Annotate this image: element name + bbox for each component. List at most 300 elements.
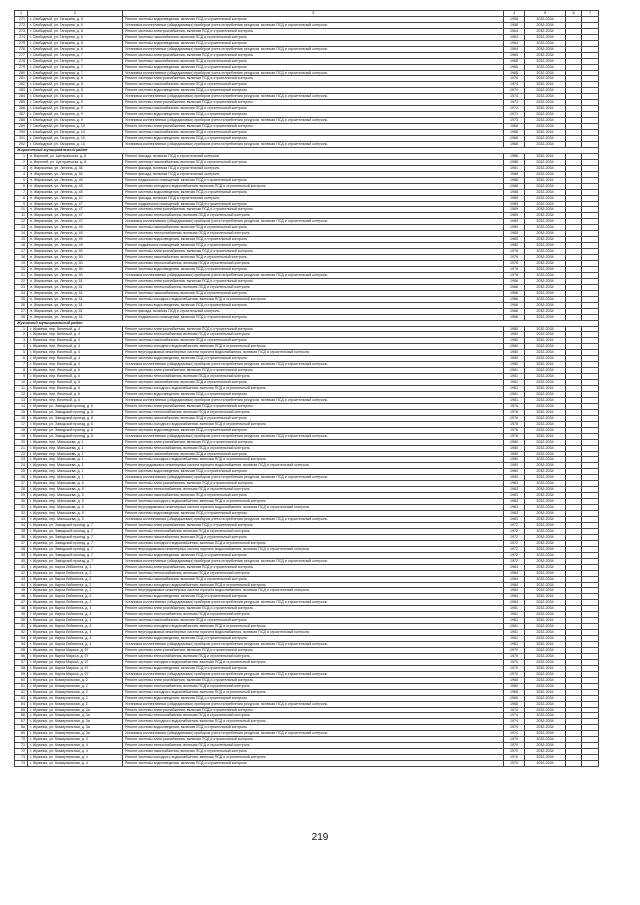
address-cell: г. Жукинка, ул. Карла Либкнехта, д. 2 — [28, 594, 123, 600]
address-cell: г. Свободный, ул. Гагарина, д. 6 — [28, 34, 123, 40]
work-type-cell: Ремонт внутридомовых инженерных систем горячего водоснабжения, включая ПСД и строительный контроль — [123, 546, 504, 552]
work-type-cell: Ремонт системы электроснабжения, включая ПСД и строительный контроль — [123, 368, 504, 374]
address-cell: п. Жирякинка, ул. Ленина, д. 50 — [28, 261, 123, 267]
work-type-cell: Ремонт системы водоотведения, включая ПСД и строительный контроль — [123, 16, 504, 22]
repair-period-cell: 2032-2034 — [525, 171, 566, 177]
build-year-cell: 1980 — [504, 332, 525, 338]
repair-period-cell: 2032-2034 — [525, 231, 566, 237]
row-number: 26 — [15, 475, 28, 481]
repair-period-cell: 2032-2034 — [525, 511, 566, 517]
row-number: 26 — [15, 302, 28, 308]
address-cell: г. Жукинка, пер. Малышева, д. 5 — [28, 481, 123, 487]
build-year-cell: 1976 — [504, 415, 525, 421]
work-type-cell: Ремонт системы водоотведения, включая ПСД и строительный контроль — [123, 636, 504, 642]
repair-period-cell: 2032-2034 — [525, 695, 566, 701]
row-number: 10 — [15, 380, 28, 386]
address-cell: г. Жукинка, пер. Веселый, д. 6 — [28, 397, 123, 403]
work-type-cell: Установка коллективных (общедомовых) приборов учета потребления ресурсов, включая ПСД и строительный контроль — [123, 642, 504, 648]
repair-period-cell: 2032-2034 — [525, 403, 566, 409]
address-cell: г. Жукинка, ул. Заводской проезд, д. 6 — [28, 433, 123, 439]
work-type-cell: Ремонт внутридомовых инженерных систем горячего водоснабжения, включая ПСД и строительный контроль — [123, 505, 504, 511]
row-number: 64 — [15, 701, 28, 707]
work-type-cell: Ремонт системы холодного водоснабжения, включая ПСД и строительный контроль — [123, 457, 504, 463]
work-type-cell: Ремонт системы газоснабжения, включая ПСД и строительный контроль — [123, 415, 504, 421]
repair-period-cell: 2032-2034 — [525, 40, 566, 46]
address-cell: п. Жирякинка, ул. Ленина, д. 50 — [28, 249, 123, 255]
build-year-cell: 1965 — [504, 64, 525, 70]
build-year-cell: 1989 — [504, 201, 525, 207]
table-row — [15, 761, 599, 767]
build-year-cell: 1984 — [504, 600, 525, 606]
build-year-cell: 1972 — [504, 558, 525, 564]
build-year-cell: 1970 — [504, 737, 525, 743]
repair-period-cell: 2032-2034 — [525, 124, 566, 130]
address-cell: г. Жукинка, ул. Коммунальная, д. 4 — [28, 737, 123, 743]
row-number: 61 — [15, 683, 28, 689]
repair-period-cell: 2032-2034 — [525, 219, 566, 225]
repair-period-cell: 2032-2034 — [525, 630, 566, 636]
row-number: 46 — [15, 594, 28, 600]
address-cell: г. Жукинка, ул. Карла Либкнехта, д. 2 — [28, 570, 123, 576]
work-type-cell: Ремонт системы теплоснабжения, включая ПСД и строительный контроль — [123, 409, 504, 415]
work-type-cell: Ремонт системы теплоснабжения, включая ПСД и строительный контроль — [123, 231, 504, 237]
address-cell: г. Жукинка, ул. Карла Маркса, д. 97 — [28, 659, 123, 665]
repair-period-cell: 2032-2034 — [525, 761, 566, 767]
row-number: 67 — [15, 719, 28, 725]
row-number: 52 — [15, 630, 28, 636]
address-cell: г. Жукинка, ул. Заводской проезд, д. 7 — [28, 540, 123, 546]
repair-period-cell: 2032-2034 — [525, 332, 566, 338]
row-number: 279 — [15, 64, 28, 70]
build-year-cell: 1974 — [504, 82, 525, 88]
work-type-cell: Ремонт системы газоснабжения, включая ПСД и строительный контроль — [123, 106, 504, 112]
work-type-cell: Ремонт системы водоотведения, включая ПСД и строительный контроль — [123, 594, 504, 600]
work-type-cell: Ремонт системы теплоснабжения, включая ПСД и строительный контроль — [123, 713, 504, 719]
repair-period-cell: 2032-2034 — [525, 58, 566, 64]
address-cell: п. Жирякинка, ул. Ленина, д. 50 — [28, 266, 123, 272]
work-type-cell: Установка коллективных (общедомовых) приборов учета потребления ресурсов, включая ПСД и строительный контроль — [123, 141, 504, 147]
address-cell: г. Жукинка, ул. Заводской проезд, д. 6 — [28, 427, 123, 433]
work-type-cell: Ремонт системы водоотведения, включая ПСД и строительный контроль — [123, 112, 504, 118]
address-cell: г. Жукинка, пер. Веселый, д. 4 — [28, 338, 123, 344]
section-title: Жирякинский муниципальный район — [15, 147, 599, 153]
build-year-cell: 1970 — [504, 761, 525, 767]
build-year-cell: 1970 — [504, 665, 525, 671]
build-year-cell: 1986 — [504, 290, 525, 296]
build-year-cell: 1983 — [504, 499, 525, 505]
address-cell: г. Свободный, ул. Гагарина, д. 5 — [28, 22, 123, 28]
row-number: 2 — [15, 332, 28, 338]
row-number: 3 — [15, 165, 28, 171]
row-number: 11 — [15, 386, 28, 392]
work-type-cell: Ремонт системы газоснабжения, включая ПСД и строительный контроль — [123, 130, 504, 136]
address-cell: г. Жукинка, пер. Малышева, д. 5 — [28, 487, 123, 493]
row-number: 272 — [15, 22, 28, 28]
build-year-cell: 1981 — [504, 380, 525, 386]
row-number: 63 — [15, 695, 28, 701]
address-cell: г. Свободный, ул. Гагарина, д. 10 — [28, 130, 123, 136]
work-type-cell: Ремонт системы электроснабжения, включая ПСД и строительный контроль — [123, 647, 504, 653]
build-year-cell: 1970 — [504, 755, 525, 761]
build-year-cell: 1968 — [504, 141, 525, 147]
work-type-cell: Установка коллективных (общедомовых) приборов учета потребления ресурсов, включая ПСД и строительный контроль — [123, 94, 504, 100]
build-year-cell: 1984 — [504, 570, 525, 576]
work-type-cell: Ремонт системы водоотведения, включая ПСД и строительный контроль — [123, 552, 504, 558]
repair-period-cell: 2032-2034 — [525, 475, 566, 481]
address-cell: п. Жирякинка, ул. Ленина, д. 47 — [28, 207, 123, 213]
address-cell: г. Жукинка, ул. Карла Маркса, д. 97 — [28, 647, 123, 653]
address-cell: г. Свободный, ул. Гагарина, д. 9 — [28, 118, 123, 124]
row-number: 8 — [15, 368, 28, 374]
repair-period-cell: 2032-2034 — [525, 130, 566, 136]
work-type-cell: Ремонт системы холодного водоснабжения, включая ПСД и строительный контроль — [123, 582, 504, 588]
address-cell: г. Жукинка, пер. Веселый, д. 6 — [28, 368, 123, 374]
build-year-cell: 1970 — [504, 647, 525, 653]
row-number: 21 — [15, 445, 28, 451]
build-year-cell: 1973 — [504, 118, 525, 124]
work-type-cell: Ремонт системы газоснабжения, включая ПСД и строительный контроль — [123, 576, 504, 582]
address-cell: г. Жукинка, ул. Карла Либкнехта, д. 2 — [28, 576, 123, 582]
build-year-cell: 1970 — [504, 671, 525, 677]
build-year-cell: 1980 — [504, 457, 525, 463]
address-cell: п. Жирякинка, ул. Ленина, д. 47 — [28, 213, 123, 219]
build-year-cell: 1980 — [504, 338, 525, 344]
address-cell: г. Жукинка, пер. Веселый, д. 6 — [28, 374, 123, 380]
repair-period-cell: 2032-2034 — [525, 594, 566, 600]
row-number: 37 — [15, 540, 28, 546]
build-year-cell: 1981 — [504, 606, 525, 612]
address-cell: г. Жукинка, ул. Коммунальная, д. 4 — [28, 749, 123, 755]
work-type-cell: Установка коллективных (общедомовых) приборов учета потребления ресурсов, включая ПСД и строительный контроль — [123, 397, 504, 403]
address-cell: г. Жукинка, пер. Малышева, д. 5 — [28, 511, 123, 517]
row-number: 9 — [15, 374, 28, 380]
work-type-cell: Установка коллективных (общедомовых) приборов учета потребления ресурсов, включая ПСД и строительный контроль — [123, 22, 504, 28]
address-cell: г. Жукинка, ул. Карла Либкнехта, д. 4 — [28, 630, 123, 636]
row-number: 38 — [15, 546, 28, 552]
repair-period-cell: 2032-2034 — [525, 719, 566, 725]
address-cell: г. Жукинка, ул. Заводской проезд, д. 7 — [28, 546, 123, 552]
work-type-cell: Ремонт системы теплоснабжения, включая ПСД и строительный контроль — [123, 653, 504, 659]
repair-period-cell: 2032-2034 — [525, 362, 566, 368]
work-type-cell: Ремонт системы теплоснабжения, включая ПСД и строительный контроль — [123, 570, 504, 576]
build-year-cell: 1985 — [504, 243, 525, 249]
address-cell: г. Свободный, ул. Гагарина, д. 7 — [28, 64, 123, 70]
empty-cell — [582, 761, 599, 767]
address-cell: г. Жукинка, ул. Коммунальная, д. 3а — [28, 719, 123, 725]
build-year-cell: 1988 — [504, 171, 525, 177]
address-cell: г. Свободный, ул. Гагарина, д. 9 — [28, 112, 123, 118]
build-year-cell: 1989 — [504, 219, 525, 225]
build-year-cell: 1988 — [504, 183, 525, 189]
build-year-cell: 1972 — [504, 552, 525, 558]
address-cell: п. Жирякинка, ул. Ленина, д. 51 — [28, 314, 123, 320]
repair-period-cell: 2032-2034 — [525, 433, 566, 439]
address-cell: г. Жукинка, ул. Заводской проезд, д. 7 — [28, 528, 123, 534]
row-number: 57 — [15, 659, 28, 665]
repair-period-cell: 2032-2034 — [525, 755, 566, 761]
work-type-cell: Ремонт системы водоотведения, включая ПСД и строительный контроль — [123, 761, 504, 767]
address-cell: г. Жукинка, ул. Карла Маркса, д. 97 — [28, 653, 123, 659]
address-cell: г. Жукинка, ул. Карла Маркса, д. 97 — [28, 665, 123, 671]
work-type-cell: Ремонт системы холодного водоснабжения, включая ПСД и строительный контроль — [123, 386, 504, 392]
repair-period-cell: 2032-2034 — [525, 582, 566, 588]
row-number: 33 — [15, 517, 28, 523]
repair-period-cell: 2032-2034 — [525, 421, 566, 427]
work-type-cell: Ремонт системы водоотведения, включая ПСД и строительный контроль — [123, 725, 504, 731]
address-cell: п. Жирякинка, ул. Ленина, д. 51 — [28, 308, 123, 314]
build-year-cell: 1972 — [504, 546, 525, 552]
row-number: 66 — [15, 713, 28, 719]
address-cell: г. Свободный, ул. Гагарина, д. 6 — [28, 46, 123, 52]
build-year-cell: 1974 — [504, 731, 525, 737]
row-number: 6 — [15, 183, 28, 189]
repair-period-cell: 2032-2034 — [525, 552, 566, 558]
build-year-cell: 1989 — [504, 207, 525, 213]
work-type-cell: Ремонт системы холодного водоснабжения, включая ПСД и строительный контроль — [123, 421, 504, 427]
address-cell: г. Жукинка, ул. Коммунальная, д. 2 — [28, 695, 123, 701]
build-year-cell: 1968 — [504, 130, 525, 136]
repair-period-cell: 2032-2034 — [525, 16, 566, 22]
work-type-cell: Ремонт системы холодного водоснабжения, включая ПСД и строительный контроль — [123, 719, 504, 725]
work-type-cell: Ремонт системы электроснабжения, включая ПСД и строительный контроль — [123, 326, 504, 332]
row-number: 47 — [15, 600, 28, 606]
build-year-cell: 1983 — [504, 511, 525, 517]
build-year-cell: 1981 — [504, 368, 525, 374]
repair-period-cell: 2032-2034 — [525, 439, 566, 445]
repair-period-cell: 2032-2034 — [525, 522, 566, 528]
repair-period-cell: 2032-2034 — [525, 463, 566, 469]
work-type-cell: Ремонт системы холодного водоснабжения, включая ПСД и строительный контроль — [123, 540, 504, 546]
row-number: 23 — [15, 457, 28, 463]
build-year-cell: 1980 — [504, 344, 525, 350]
build-year-cell: 1980 — [504, 445, 525, 451]
repair-period-cell: 2032-2034 — [525, 558, 566, 564]
section-title: Жукинский муниципальный район — [15, 320, 599, 326]
address-cell: п. Жирякинка, ул. Ленина, д. 49 — [28, 231, 123, 237]
address-cell: г. Жукинка, ул. Коммунальная, д. 2 — [28, 689, 123, 695]
row-number: 281 — [15, 76, 28, 82]
repair-period-cell: 2032-2034 — [525, 397, 566, 403]
row-number: 10 — [15, 207, 28, 213]
address-cell: г. Свободный, ул. Гагарина, д. 6 — [28, 28, 123, 34]
work-type-cell: Ремонт системы газоснабжения, включая ПСД и строительный контроль — [123, 338, 504, 344]
work-type-cell: Ремонт системы холодного водоснабжения, включая ПСД и строительный контроль — [123, 296, 504, 302]
row-number: 19 — [15, 433, 28, 439]
repair-period-cell: 2032-2034 — [525, 88, 566, 94]
repair-period-cell: 2032-2034 — [525, 517, 566, 523]
work-type-cell: Установка коллективных (общедомовых) приборов учета потребления ресурсов, включая ПСД и строительный контроль — [123, 558, 504, 564]
work-type-cell: Ремонт системы холодного водоснабжения, включая ПСД и строительный контроль — [123, 624, 504, 630]
work-type-cell: Ремонт системы газоснабжения, включая ПСД и строительный контроль — [123, 255, 504, 261]
build-year-cell: 1978 — [504, 249, 525, 255]
row-number: 65 — [15, 707, 28, 713]
row-number: 25 — [15, 469, 28, 475]
repair-period-cell: 2032-2034 — [525, 636, 566, 642]
build-year-cell: 1976 — [504, 409, 525, 415]
repair-period-cell: 2032-2034 — [525, 749, 566, 755]
repair-period-cell: 2032-2034 — [525, 671, 566, 677]
build-year-cell: 1965 — [504, 701, 525, 707]
work-type-cell: Ремонт системы теплоснабжения, включая ПСД и строительный контроль — [123, 284, 504, 290]
build-year-cell: 1983 — [504, 487, 525, 493]
build-year-cell: 1981 — [504, 397, 525, 403]
repair-period-cell: 2032-2034 — [525, 159, 566, 165]
work-type-cell: Ремонт системы теплоснабжения, включая ПСД и строительный контроль — [123, 612, 504, 618]
repair-period-cell: 2032-2034 — [525, 534, 566, 540]
repair-period-cell: 2032-2034 — [525, 302, 566, 308]
repair-period-cell: 2032-2034 — [525, 82, 566, 88]
work-type-cell: Ремонт системы электроснабжения, включая ПСД и строительный контроль — [123, 564, 504, 570]
build-year-cell: 1986 — [504, 159, 525, 165]
work-type-cell: Установка коллективных (общедомовых) приборов учета потребления ресурсов, включая ПСД и строительный контроль — [123, 118, 504, 124]
work-type-cell: Ремонт фасада, включая ПСД и строительный контроль — [123, 153, 504, 159]
row-number: 290 — [15, 130, 28, 136]
build-year-cell: 1983 — [504, 493, 525, 499]
build-year-cell: 1965 — [504, 58, 525, 64]
row-number: 24 — [15, 463, 28, 469]
work-type-cell: Ремонт внутридомовых инженерных систем горячего водоснабжения, включая ПСД и строительный контроль — [123, 350, 504, 356]
address-cell: г. Свободный, ул. Гагарина, д. 10 — [28, 136, 123, 142]
repair-period-cell: 2032-2034 — [525, 689, 566, 695]
repair-period-cell: 2032-2034 — [525, 647, 566, 653]
row-number: 291 — [15, 136, 28, 142]
address-cell: п. Жирякинка, ул. Ленина, д. 47 — [28, 195, 123, 201]
repair-period-cell: 2032-2034 — [525, 165, 566, 171]
build-year-cell: 1985 — [504, 231, 525, 237]
work-type-cell: Ремонт системы водоотведения, включая ПСД и строительный контроль — [123, 64, 504, 70]
row-number: 27 — [15, 481, 28, 487]
work-type-cell: Ремонт подвальных помещений, включая ПСД и строительный контроль — [123, 177, 504, 183]
repair-period-cell: 2032-2034 — [525, 653, 566, 659]
address-cell: г. Свободный, ул. Гагарина, д. 6 — [28, 40, 123, 46]
row-number: 56 — [15, 653, 28, 659]
address-cell: г. Жукинка, ул. Карла Либкнехта, д. 2 — [28, 564, 123, 570]
row-number: 69 — [15, 731, 28, 737]
address-cell: п. Жирякинка, ул. Ленина, д. 45 — [28, 171, 123, 177]
repair-period-cell: 2032-2034 — [525, 249, 566, 255]
header-col-6: 6 — [566, 11, 582, 17]
address-cell: г. Жукинка, пер. Малышева, д. 1 — [28, 445, 123, 451]
build-year-cell: 1981 — [504, 630, 525, 636]
row-number: 39 — [15, 552, 28, 558]
address-cell: г. Жукинка, ул. Коммунальная, д. 2 — [28, 683, 123, 689]
address-cell: г. Жукинка, ул. Заводской проезд, д. 6 — [28, 415, 123, 421]
row-number: 59 — [15, 671, 28, 677]
repair-period-cell: 2032-2034 — [525, 356, 566, 362]
row-number: 21 — [15, 272, 28, 278]
build-year-cell: 1964 — [504, 40, 525, 46]
repair-period-cell: 2032-2034 — [525, 505, 566, 511]
build-year-cell: 1980 — [504, 326, 525, 332]
build-year-cell: 1986 — [504, 153, 525, 159]
work-type-cell: Ремонт фасада, включая ПСД и строительный контроль — [123, 195, 504, 201]
repair-period-cell: 2032-2034 — [525, 308, 566, 314]
work-type-cell: Ремонт системы электроснабжения, включая ПСД и строительный контроль — [123, 522, 504, 528]
address-cell: г. Жукинка, ул. Карла Либкнехта, д. 2 — [28, 600, 123, 606]
row-number: 11 — [15, 213, 28, 219]
repair-period-cell: 2032-2034 — [525, 618, 566, 624]
row-number: 12 — [15, 219, 28, 225]
work-type-cell: Ремонт системы водоотведения, включая ПСД и строительный контроль — [123, 427, 504, 433]
build-year-cell: 1981 — [504, 618, 525, 624]
repair-period-cell: 2032-2034 — [525, 457, 566, 463]
row-number: 14 — [15, 403, 28, 409]
address-cell: п. Жирякинка, ул. Ленина, д. 45 — [28, 177, 123, 183]
row-number: 50 — [15, 618, 28, 624]
work-type-cell: Ремонт системы газоснабжения, включая ПСД и строительный контроль — [123, 380, 504, 386]
repair-period-cell: 2032-2034 — [525, 243, 566, 249]
address-cell: п. Жирякинка, ул. Ленина, д. 49 — [28, 225, 123, 231]
address-cell: г. Жукинка, пер. Веселый, д. 4 — [28, 350, 123, 356]
row-number: 29 — [15, 493, 28, 499]
header-col-3: 3 — [123, 11, 504, 17]
address-cell: г. Жукинка, ул. Карла Либкнехта, д. 4 — [28, 642, 123, 648]
build-year-cell: 1986 — [504, 302, 525, 308]
address-cell: п. Жирякинка, ул. Ленина, д. 51 — [28, 290, 123, 296]
build-year-cell: 1989 — [504, 213, 525, 219]
row-number: 16 — [15, 415, 28, 421]
repair-period-cell: 2032-2034 — [525, 344, 566, 350]
row-number: 276 — [15, 46, 28, 52]
build-year-cell: 1973 — [504, 112, 525, 118]
row-number: 17 — [15, 249, 28, 255]
row-number: 31 — [15, 505, 28, 511]
repair-period-cell: 2032-2034 — [525, 374, 566, 380]
address-cell: г. Свободный, ул. Гагарина, д. 7 — [28, 70, 123, 76]
work-type-cell: Установка коллективных (общедомовых) приборов учета потребления ресурсов, включая ПСД и строительный контроль — [123, 362, 504, 368]
repair-period-cell: 2032-2034 — [525, 380, 566, 386]
row-number: 5 — [15, 350, 28, 356]
build-year-cell: 1981 — [504, 374, 525, 380]
row-number: 18 — [15, 255, 28, 261]
address-cell: г. Свободный, ул. Гагарина, д. 8 — [28, 82, 123, 88]
address-cell: г. Жукинка, ул. Коммунальная, д. 3а — [28, 731, 123, 737]
work-type-cell: Ремонт системы водоотведения, включая ПСД и строительный контроль — [123, 511, 504, 517]
row-number: 13 — [15, 225, 28, 231]
work-type-cell: Ремонт системы теплоснабжения, включая ПСД и строительный контроль — [123, 332, 504, 338]
build-year-cell: 1965 — [504, 683, 525, 689]
row-number: 23 — [15, 284, 28, 290]
work-type-cell: Ремонт системы водоотведения, включая ПСД и строительный контроль — [123, 356, 504, 362]
build-year-cell: 1965 — [504, 689, 525, 695]
work-type-cell: Ремонт системы электроснабжения, включая ПСД и строительный контроль — [123, 737, 504, 743]
repair-period-cell: 2032-2034 — [525, 481, 566, 487]
repair-period-cell: 2032-2034 — [525, 737, 566, 743]
repair-period-cell: 2032-2034 — [525, 642, 566, 648]
build-year-cell: 1972 — [504, 534, 525, 540]
build-year-cell: 1986 — [504, 314, 525, 320]
address-cell: п. Жирякинка, ул. Ленина, д. 51 — [28, 302, 123, 308]
work-type-cell: Ремонт системы электроснабжения, включая ПСД и строительный контроль — [123, 403, 504, 409]
address-cell: г. Жукинка, ул. Заводской проезд, д. 6 — [28, 403, 123, 409]
row-number: 20 — [15, 266, 28, 272]
address-cell: п. Жирякинка, ул. Ленина, д. 51 — [28, 284, 123, 290]
repair-period-cell: 2032-2034 — [525, 266, 566, 272]
address-cell: г. Жукинка, ул. Коммунальная, д. 2 — [28, 677, 123, 683]
build-year-cell: 1970 — [504, 653, 525, 659]
build-year-cell: 1985 — [504, 225, 525, 231]
address-cell: г. Жукинка, ул. Карла Либкнехта, д. 2 — [28, 588, 123, 594]
address-cell: г. Жукинка, пер. Малышева, д. 1 — [28, 439, 123, 445]
repair-period-cell: 2032-2034 — [525, 100, 566, 106]
repair-period-cell: 2032-2034 — [525, 278, 566, 284]
work-type-cell: Ремонт подвальных помещений, включая ПСД и строительный контроль — [123, 314, 504, 320]
build-year-cell: 1972 — [504, 522, 525, 528]
build-year-cell: 1974 — [504, 713, 525, 719]
work-type-cell: Ремонт системы теплоснабжения, включая ПСД и строительный контроль — [123, 374, 504, 380]
work-type-cell: Ремонт системы электроснабжения, включая ПСД и строительный контроль — [123, 707, 504, 713]
build-year-cell: 1981 — [504, 636, 525, 642]
